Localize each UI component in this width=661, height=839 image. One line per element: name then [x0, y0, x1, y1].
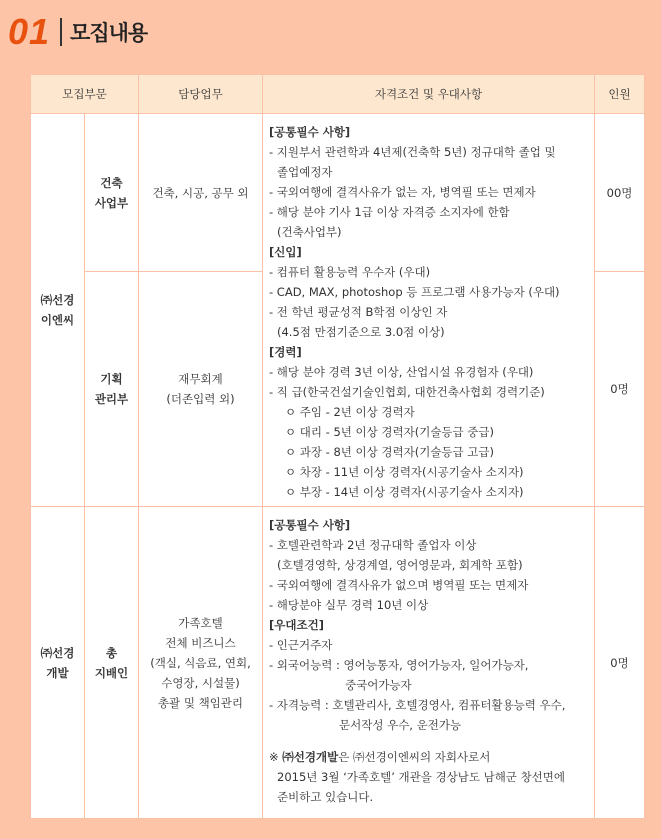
note: ※ ㈜선경개발은 ㈜선경이엔씨의 자회사로서: [269, 750, 491, 764]
section-header: [8, 12, 147, 52]
department-name: 총 지배인: [85, 507, 139, 819]
header-division: 모집부문: [31, 75, 139, 114]
headcount: 00명: [595, 114, 645, 272]
headcount: 0명: [595, 507, 645, 819]
duty-cell: 가족호텔 전체 비즈니스 (객실, 식음료, 연회, 수영장, 시설물) 총괄 및 책임관리: [139, 507, 263, 819]
duty-cell: 건축, 시공, 공무 외: [139, 114, 263, 272]
recruitment-table: [30, 74, 645, 819]
header-divider: [60, 18, 62, 46]
header-qualification: 자격조건 및 우대사항: [263, 75, 595, 114]
header-count: 인원: [595, 75, 645, 114]
table-header-row: [31, 75, 645, 114]
department-name: 기획 관리부: [85, 272, 139, 507]
table-row: [31, 507, 645, 819]
requirements-cell: [공통필수 사항] - 지원부서 관련학과 4년제(건축학 5년) 정규대학 졸업 및 졸업예정자 - 국외여행에 결격사유가 없는 자, 병역필 또는 면제자 - 해당 분야 기사 1급 이상 자격증 소지자에 한함 (건축사업부) [신입] - 컴퓨터 활용능력 우수자 (우대) - CAD, MAX, photoshop 등 프로그램 사용가능자 (우대) - 전 학년 평균성적 B학점 이상인 자 (4.5점 만점기준으로 3.0점 이상) [경력] - 해당 분야 경력 3년 이상, 산업시설 유경험자 (우대) - 직 급(한국건설기술인협회, 대한건축사협회 경력기준) ㅇ 주임 - 2년 이상 경력자 ㅇ 대리 - 5년 이상 경력자(기술등급 중급) ㅇ 과장 - 8년 이상 경력자(기술등급 고급) ㅇ 차장 - 11년 이상 경력자(시공기술사 소지자) ㅇ 부장 - 14년 이상 경력자(시공기술사 소지자): [263, 114, 595, 507]
section-title: 모집내용: [70, 21, 148, 45]
company-name: ㈜선경 개발: [31, 507, 85, 819]
department-name: 건축 사업부: [85, 114, 139, 272]
table-row: [31, 114, 645, 272]
requirements-cell: [공통필수 사항] - 호텔관련학과 2년 정규대학 졸업자 이상 (호텔경영학, 상경계열, 영어영문과, 회계학 포함) - 국외여행에 결격사유가 없으며 병역필 또는 면제자 - 해당분야 실무 경력 10년 이상 [우대조건] - 인근거주자 - 외국어능력 : 영어능통자, 영어가능자, 일어가능자, 중국어가능자 - 자격능력 : 호텔관리사, 호텔경영사, 컴퓨터활용능력 우수, 문서작성 우수, 운전가능 ※ ㈜선경개발은 ㈜선경이엔씨의 자회사로서 2015년 3월 ‘가족호텔’ 개관을 경상남도 남해군 창선면에 준비하고 있습니다.: [263, 507, 595, 819]
company-name: ㈜선경 이엔씨: [31, 114, 85, 507]
header-duty: 담당업무: [139, 75, 263, 114]
section-number: 01: [8, 11, 51, 52]
duty-cell: 재무회계 (더존입력 외): [139, 272, 263, 507]
headcount: 0명: [595, 272, 645, 507]
